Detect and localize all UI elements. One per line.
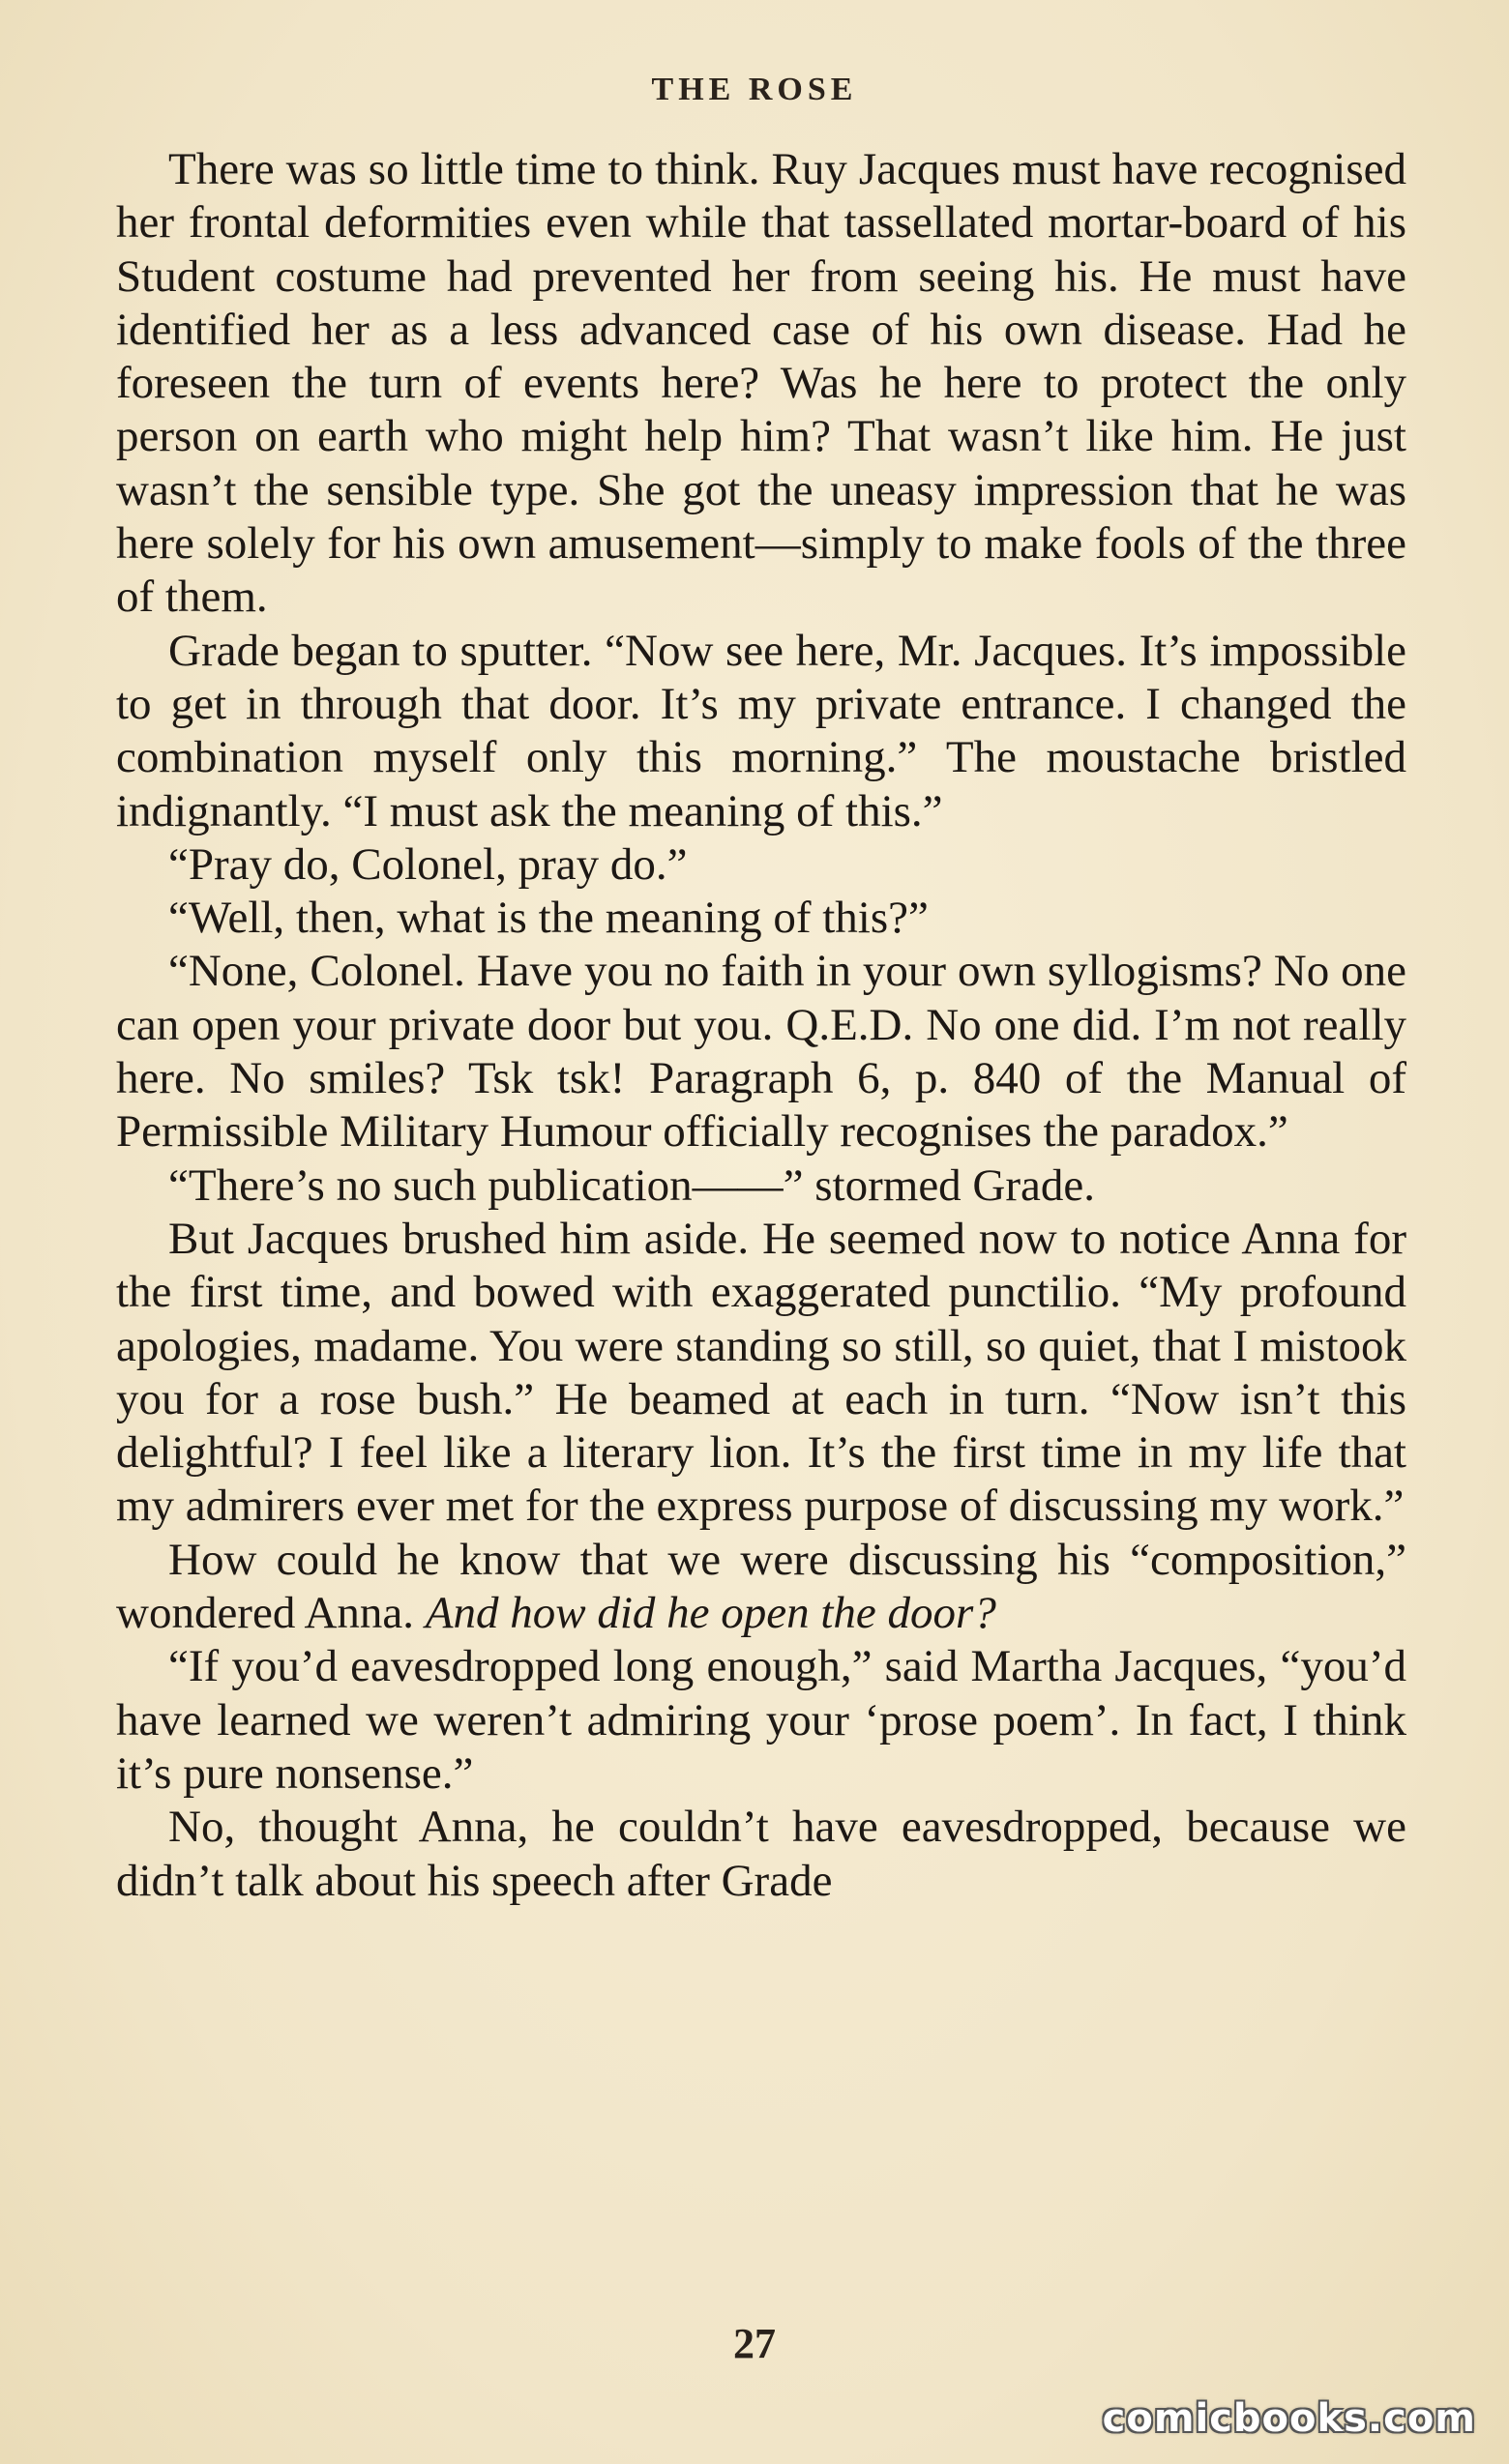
paragraph: “None, Colonel. Have you no faith in your own syllogisms? No one can open your private door but you. Q.E.D. No one did. I’m not really here. No smiles? Tsk tsk! Paragraph 6, p. 840 of the Manual of Permissible Military Humour officially recognises the paradox.” <box>116 946 1406 1158</box>
paragraph: There was so little time to think. Ruy Jacques must have recognised her frontal deformities even while that tassellated mortar-board of his Student costume had prevented her from seeing his. He must have identified her as a less advanced case of his own disease. Had he foreseen the turn of events here? Was he here to protect the only person on earth who might help him? That wasn’t like him. He just wasn’t the sensible type. She got the uneasy impression that he was here solely for his own amusement—simply to make fools of the three of them. <box>116 144 1406 623</box>
paragraph: “If you’d eavesdropped long enough,” said Martha Jacques, “you’d have learned we weren’t admiring your ‘prose poem’. In fact, I think it’s pure nonsense.” <box>116 1641 1406 1799</box>
watermark-logo: comicbooks.com <box>1102 2396 1476 2441</box>
paragraph-text: How could he know that we were discussing his “composition,” wondered Anna. <box>116 1534 1406 1639</box>
paragraph: “There’s no such publication——” stormed Grade. <box>168 1159 1095 1211</box>
page-number: 27 <box>733 2320 776 2367</box>
paragraph: “Pray do, Colonel, pray do.” <box>168 838 688 890</box>
body-text <box>116 143 1406 1908</box>
paragraph: “Well, then, what is the meaning of this?” <box>168 893 929 944</box>
paragraph: But Jacques brushed him aside. He seemed now to notice Anna for the first time, and bowed with exaggerated punctilio. “My profound apologies, madame. You were standing so still, so quiet, that I mistook you for a rose bush.” He beamed at each in turn. “Now isn’t this delightful? I feel like a literary lion. It’s the first time in my life that my admirers ever met for the express purpose of discussing my work.” <box>116 1213 1406 1532</box>
running-head: THE ROSE <box>651 72 858 107</box>
paragraph <box>116 1534 1406 1641</box>
italic-phrase: And how did he open the door? <box>425 1588 996 1639</box>
paragraph: No, thought Anna, he couldn’t have eavesdropped, because we didn’t talk about his speech after Grade <box>116 1802 1406 1906</box>
paragraph: Grade began to sputter. “Now see here, Mr. Jacques. It’s impossible to get in through that door. It’s my private entrance. I changed the combination myself only this morning.” The moustache bristled indignantly. “I must ask the meaning of this.” <box>116 625 1406 836</box>
